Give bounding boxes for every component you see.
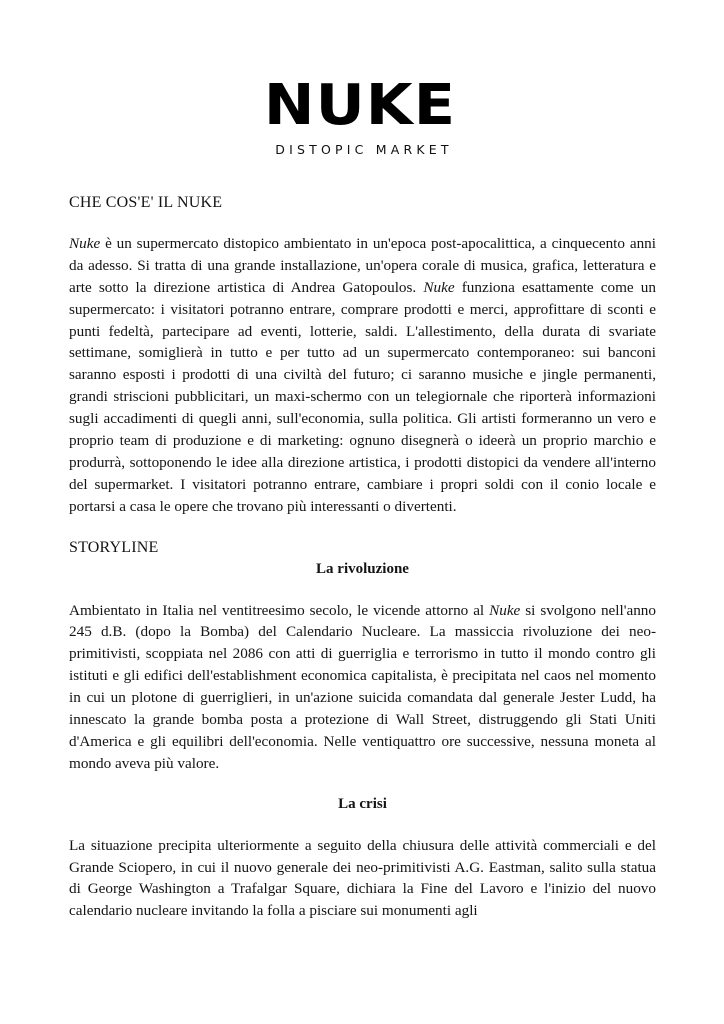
revolution-paragraph: [69, 600, 656, 775]
section-heading-storyline: STORYLINE: [69, 538, 159, 556]
paragraph-text: funziona esattamente come un supermercato: i visitatori potranno entrare, comprare prodotti e merci, approfittare di sconti e punti fedeltà, partecipare ad eventi, lotterie, saldi. L'allestimento, della durata di svariate settimane, somiglierà in tutto e per tutto ad un supermercato contemporaneo: sui banconi saranno esposti i prodotti di una civiltà del futuro; ci saranno musiche e jingle permanenti, grandi striscioni pubblicitari, un maxi-schermo con un telegiornale che riporterà informazioni sugli accadimenti di quegli anni, sull'economia, sulla politica. Gli artisti formeranno un vero e proprio team di produzione e di marketing: ognuno disegnerà o ideerà un proprio marchio e produrrà, sottoponendo le idee alla direzione artistica, i prodotti distopici da vendere all'interno del supermarket. I visitatori potranno entrare, cambiare i propri soldi con il conio locale e portarsi a casa le opere che trovano più interessanti o divertenti.: [69, 278, 656, 515]
section-heading-what-is: CHE COS'E' IL NUKE: [69, 194, 223, 211]
italic-nuke: Nuke: [489, 601, 521, 619]
paragraph-text: si svolgono nell'anno 245 d.B. (dopo la Bomba) del Calendario Nucleare. La massiccia rivoluzione dei neo-primitivisti, scoppiata nel 2086 con atti di guerriglia e terrorismo in tutto il mondo contro gli istituti e gli edifici dell'establishment economica capitalista, è precipitata nel caos nel momento in cui un plotone di guerriglieri, in un'azione suicida comandata dal generale Jester Ludd, ha innescato la grande bomba posta a protezione di Wall Street, distruggendo gli Stati Uniti d'America e gli equilibri dell'economia. Nelle ventiquattro ore successive, nessuna moneta al mondo aveva più valore.: [69, 601, 656, 772]
italic-nuke: Nuke: [423, 278, 455, 296]
nuke-logo: [0, 73, 724, 157]
italic-nuke: Nuke: [69, 234, 101, 252]
intro-paragraph: [69, 233, 656, 518]
logo-wordmark: NUKE: [263, 73, 457, 138]
subheading-revolution: La rivoluzione: [316, 560, 409, 577]
logo-subtitle: DISTOPIC MARKET: [275, 142, 453, 157]
crisis-paragraph: La situazione precipita ulteriormente a seguito della chiusura delle attività commerciali e del Grande Sciopero, in cui il nuovo generale dei neo-primitivisti A.G. Eastman, salito sulla statua di George Washington a Trafalgar Square, dichiara la Fine del Lavoro e l'inizio del nuovo calendario nucleare invitando la folla a pisciare sui monumenti agli: [69, 836, 656, 920]
document-body: [69, 190, 656, 922]
paragraph-text: è un supermercato distopico ambientato in un'epoca post-apocalittica, a cinquecento anni da adesso. Si tratta di una grande installazione, un'opera corale di musica, grafica, letteratura e arte sotto la direzione artistica di Andrea Gatopoulos.: [69, 234, 656, 296]
paragraph-text: Ambientato in Italia nel ventitreesimo secolo, le vicende attorno al: [69, 601, 490, 619]
subheading-crisis: La crisi: [338, 795, 387, 812]
